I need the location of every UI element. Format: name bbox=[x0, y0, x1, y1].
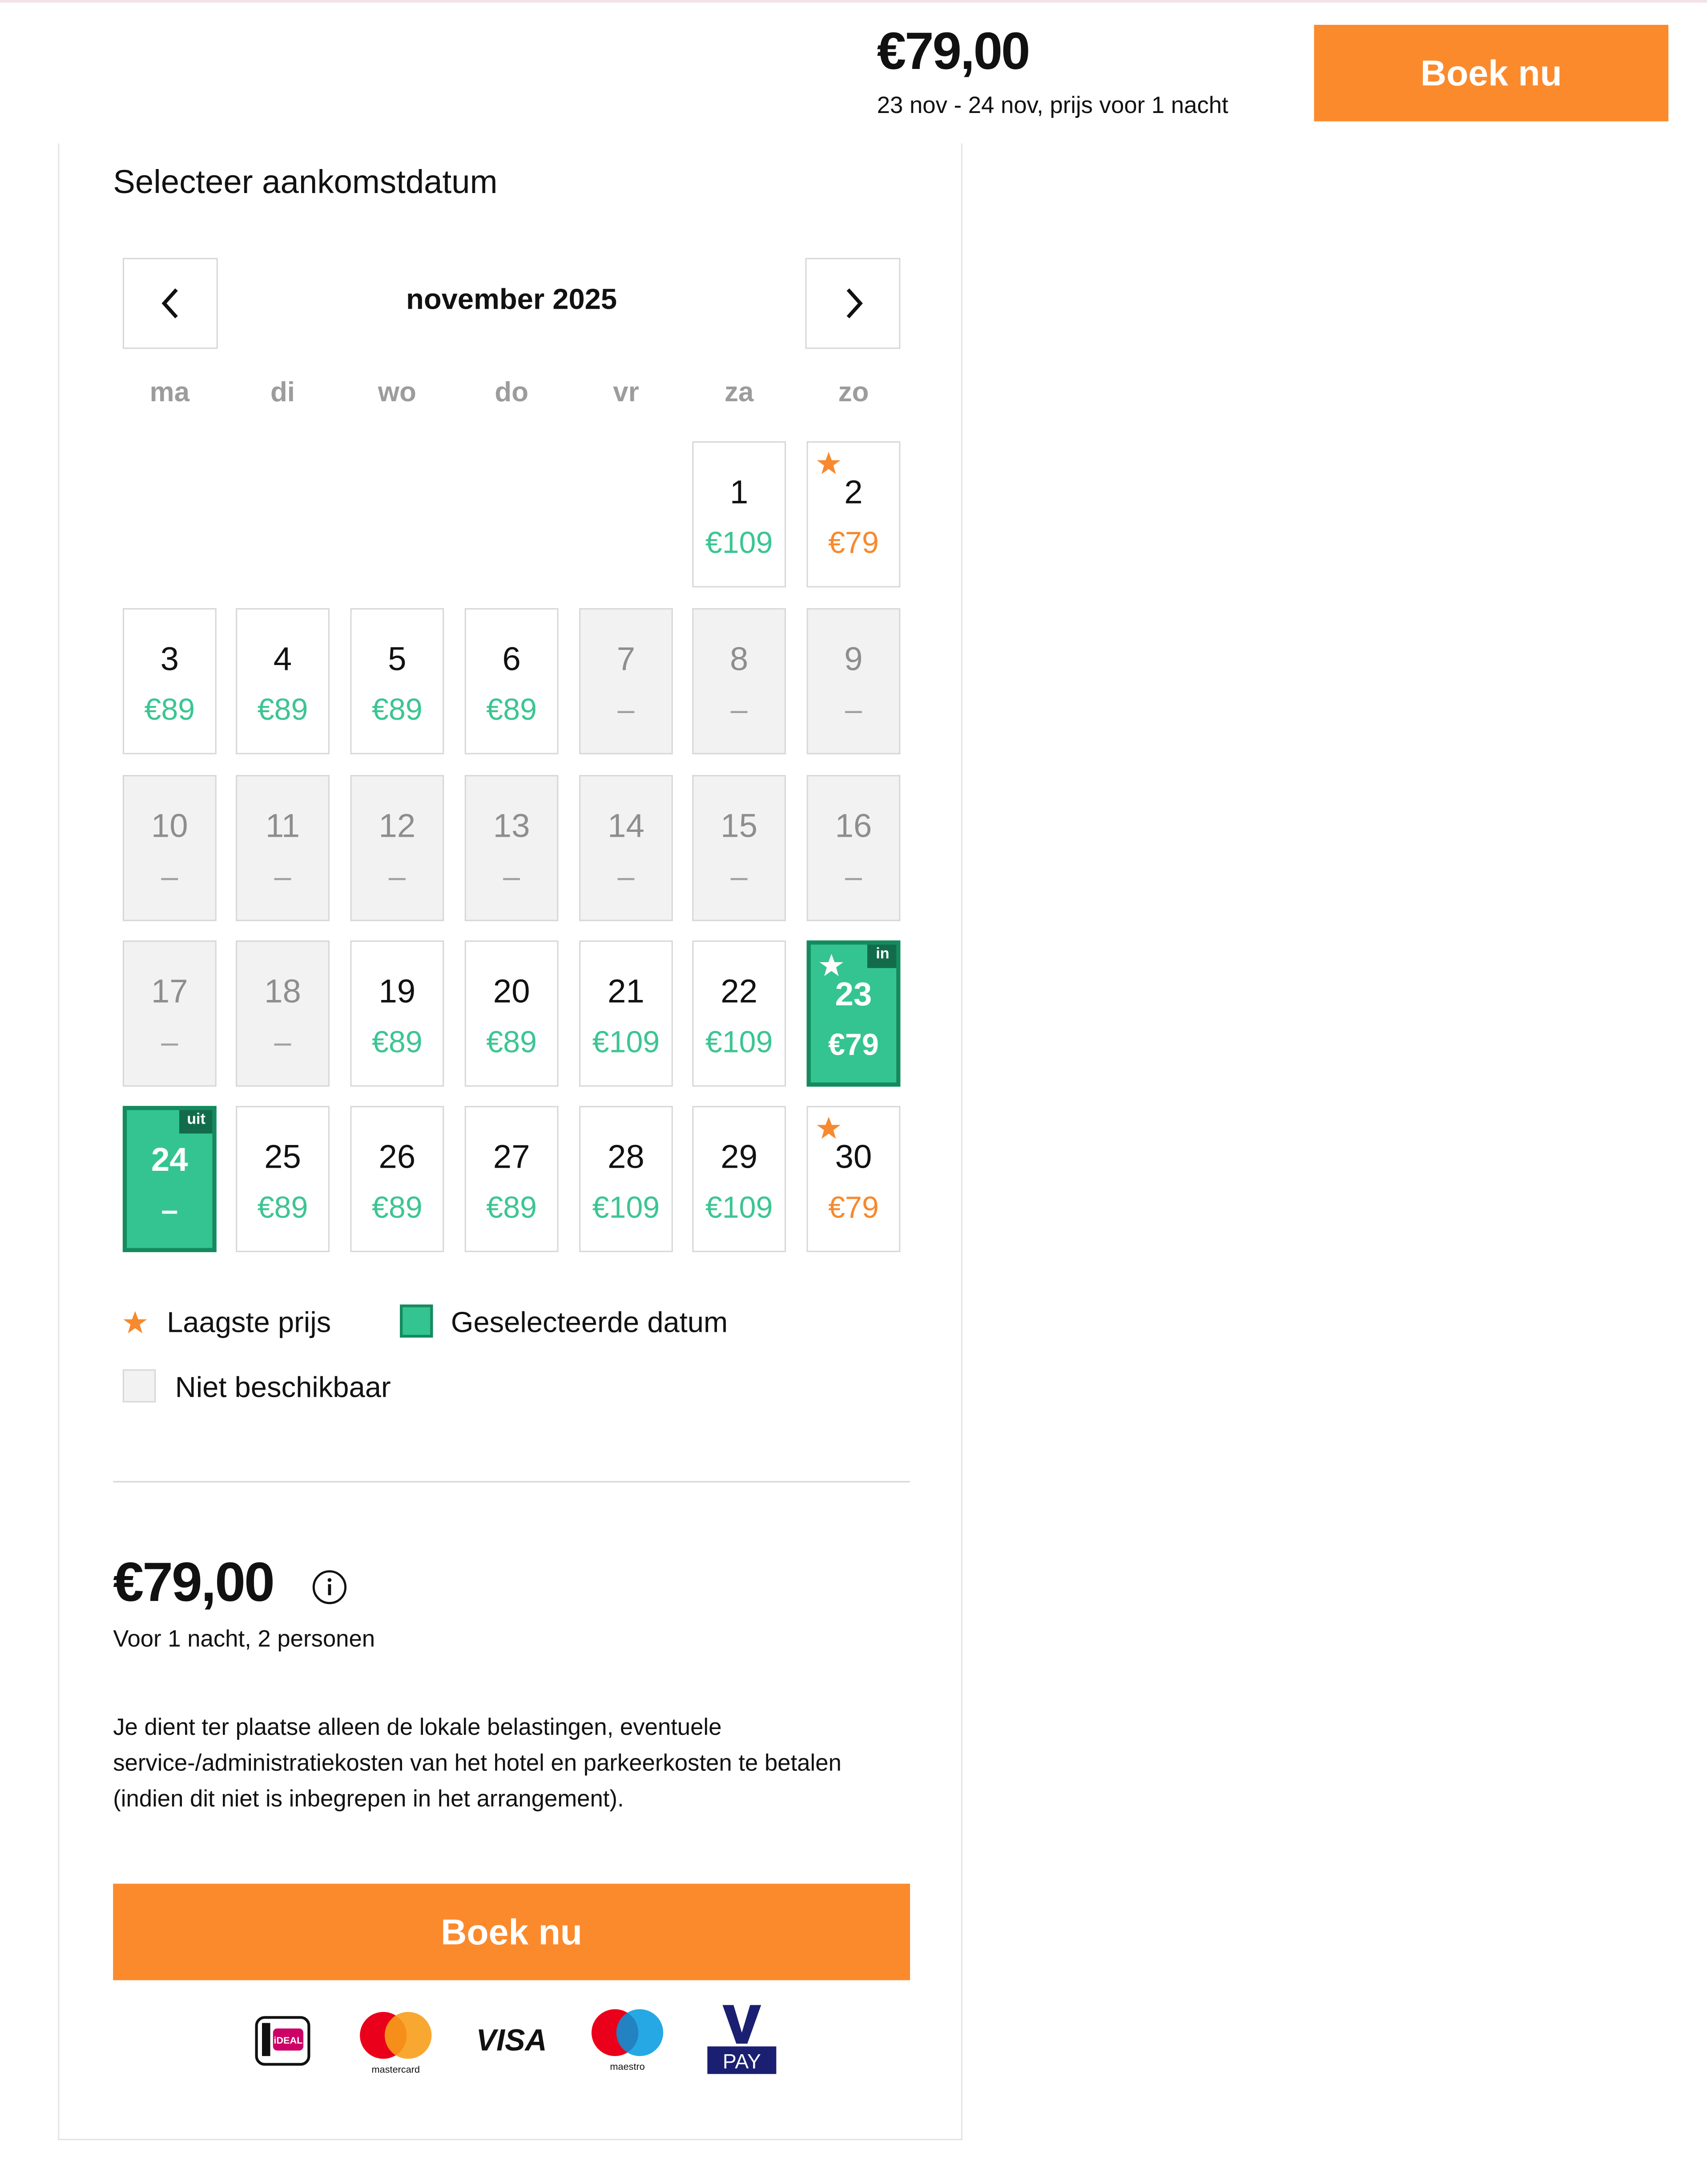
day-price: – bbox=[503, 859, 520, 894]
day-price: – bbox=[730, 692, 748, 727]
day-in-tag: in bbox=[868, 945, 896, 968]
day-price: €89 bbox=[486, 1024, 537, 1059]
ideal-icon bbox=[254, 2002, 311, 2080]
day-number: 8 bbox=[729, 641, 749, 679]
lowest-price-star-icon bbox=[123, 1310, 148, 1335]
calendar-day-20[interactable] bbox=[465, 940, 559, 1087]
calendar-day-18 bbox=[236, 940, 330, 1087]
legend-selected-swatch bbox=[400, 1305, 433, 1338]
calendar-day-27[interactable] bbox=[465, 1106, 559, 1252]
calendar-day-10 bbox=[123, 775, 217, 921]
day-price: – bbox=[161, 1024, 178, 1059]
day-price: €109 bbox=[705, 1024, 773, 1059]
day-price: – bbox=[388, 859, 406, 894]
day-number: 20 bbox=[493, 973, 530, 1011]
calendar-day-28[interactable] bbox=[579, 1106, 673, 1252]
calendar-day-29[interactable] bbox=[692, 1106, 786, 1252]
legend-unavailable-swatch bbox=[123, 1369, 156, 1402]
legend-unavailable-label: Niet beschikbaar bbox=[175, 1372, 391, 1404]
day-price: €79 bbox=[828, 525, 879, 560]
mastercard-icon bbox=[353, 2002, 439, 2080]
weekday-label: ma bbox=[149, 378, 190, 408]
day-number: 6 bbox=[502, 641, 521, 679]
weekday-label: zo bbox=[838, 378, 869, 408]
calendar-day-1[interactable] bbox=[692, 441, 786, 588]
summary-price: €79,00 bbox=[113, 1552, 274, 1613]
day-price: €89 bbox=[486, 1190, 537, 1225]
top-border bbox=[0, 0, 1707, 3]
day-number: 13 bbox=[493, 808, 530, 846]
calendar-day-3[interactable] bbox=[123, 608, 217, 754]
calendar-day-16 bbox=[807, 775, 901, 921]
day-number: 7 bbox=[616, 641, 636, 679]
day-price: – bbox=[845, 859, 862, 894]
maestro-label: maestro bbox=[610, 2061, 645, 2072]
calendar-day-24[interactable] bbox=[123, 1106, 217, 1252]
day-number: 17 bbox=[151, 973, 188, 1011]
day-number: 25 bbox=[264, 1139, 301, 1177]
vpay-label: PAY bbox=[722, 2050, 761, 2073]
day-price: – bbox=[845, 692, 862, 727]
day-price: €89 bbox=[144, 692, 195, 727]
chevron-left-icon bbox=[157, 284, 184, 323]
chevron-right-icon bbox=[839, 284, 866, 323]
day-number: 23 bbox=[835, 976, 872, 1014]
info-icon[interactable] bbox=[312, 1569, 348, 1605]
calendar-day-26[interactable] bbox=[350, 1106, 444, 1252]
prev-month-button[interactable] bbox=[123, 258, 218, 349]
day-price: €79 bbox=[828, 1027, 879, 1062]
day-number: 5 bbox=[388, 641, 407, 679]
day-number: 14 bbox=[607, 808, 645, 846]
tax-note: Je dient ter plaatse alleen de lokale belastingen, eventuele service-/administratiekosten van het hotel en parkeerkosten te betalen (indien dit niet is inbegrepen in het arrangement). bbox=[113, 1714, 842, 1812]
day-price: €89 bbox=[371, 1024, 423, 1059]
calendar-day-9 bbox=[807, 608, 901, 754]
day-number: 10 bbox=[151, 808, 188, 846]
day-price: €89 bbox=[486, 692, 537, 727]
calendar-day-7 bbox=[579, 608, 673, 754]
header-price: €79,00 bbox=[877, 23, 1029, 81]
day-number: 26 bbox=[379, 1139, 416, 1177]
mastercard-label: mastercard bbox=[371, 2064, 420, 2075]
weekday-label: di bbox=[270, 378, 295, 408]
header-date-range: 23 nov - 24 nov, prijs voor 1 nacht bbox=[877, 92, 1229, 119]
calendar-day-19[interactable] bbox=[350, 940, 444, 1087]
calendar-day-30[interactable] bbox=[807, 1106, 901, 1252]
day-price: – bbox=[617, 859, 635, 894]
weekday-label: vr bbox=[613, 378, 639, 408]
ideal-label: iDEAL bbox=[274, 2035, 303, 2046]
day-price: €109 bbox=[705, 1190, 773, 1225]
lowest-price-star-icon bbox=[816, 451, 841, 476]
calendar-day-13 bbox=[465, 775, 559, 921]
day-price: €89 bbox=[257, 692, 308, 727]
legend-selected-label: Geselecteerde datum bbox=[451, 1307, 728, 1339]
legend-lowest-label: Laagste prijs bbox=[167, 1307, 331, 1339]
divider bbox=[113, 1481, 910, 1482]
book-button[interactable]: Boek nu bbox=[113, 1884, 910, 1980]
calendar-day-5[interactable] bbox=[350, 608, 444, 754]
calendar-day-4[interactable] bbox=[236, 608, 330, 754]
day-price: €109 bbox=[705, 525, 773, 560]
visa-label: VISA bbox=[476, 2023, 547, 2057]
day-price: €89 bbox=[371, 692, 423, 727]
day-number: 2 bbox=[844, 474, 863, 512]
day-number: 19 bbox=[379, 973, 416, 1011]
vpay-icon bbox=[703, 2002, 781, 2080]
day-price: – bbox=[617, 692, 635, 727]
next-month-button[interactable] bbox=[805, 258, 900, 349]
day-price: €79 bbox=[828, 1190, 879, 1225]
day-price: €109 bbox=[592, 1024, 660, 1059]
header-book-button[interactable]: Boek nu bbox=[1314, 25, 1668, 121]
weekday-label: wo bbox=[378, 378, 416, 408]
day-number: 12 bbox=[379, 808, 416, 846]
calendar-day-15 bbox=[692, 775, 786, 921]
day-uit-tag: uit bbox=[179, 1110, 213, 1134]
maestro-icon bbox=[584, 2002, 670, 2080]
visa-icon bbox=[469, 2002, 554, 2080]
day-number: 28 bbox=[607, 1139, 645, 1177]
calendar-day-22[interactable] bbox=[692, 940, 786, 1087]
day-price: – bbox=[161, 859, 178, 894]
day-number: 15 bbox=[721, 808, 757, 846]
calendar-day-6[interactable] bbox=[465, 608, 559, 754]
lowest-price-star-icon bbox=[819, 953, 844, 978]
day-number: 18 bbox=[264, 973, 301, 1011]
day-number: 1 bbox=[729, 474, 749, 512]
day-price: – bbox=[730, 859, 748, 894]
weekday-label: do bbox=[495, 378, 528, 408]
day-price: €89 bbox=[257, 1190, 308, 1225]
calendar-day-21[interactable] bbox=[579, 940, 673, 1087]
calendar-day-11 bbox=[236, 775, 330, 921]
calendar-day-8 bbox=[692, 608, 786, 754]
calendar-day-23[interactable] bbox=[807, 940, 901, 1087]
day-number: 24 bbox=[151, 1141, 188, 1179]
day-number: 4 bbox=[273, 641, 292, 679]
day-price: €89 bbox=[371, 1190, 423, 1225]
lowest-price-star-icon bbox=[816, 1116, 841, 1141]
day-number: 21 bbox=[607, 973, 645, 1011]
calendar-day-2[interactable] bbox=[807, 441, 901, 588]
day-number: 29 bbox=[721, 1139, 757, 1177]
day-number: 9 bbox=[844, 641, 863, 679]
day-number: 11 bbox=[265, 808, 300, 846]
day-number: 3 bbox=[160, 641, 179, 679]
day-price: – bbox=[274, 859, 291, 894]
calendar-day-12 bbox=[350, 775, 444, 921]
day-number: 27 bbox=[493, 1139, 530, 1177]
weekday-label: za bbox=[724, 378, 754, 408]
calendar-day-17 bbox=[123, 940, 217, 1087]
day-price: – bbox=[161, 1193, 178, 1227]
calendar-day-25[interactable] bbox=[236, 1106, 330, 1252]
section-title: Selecteer aankomstdatum bbox=[113, 164, 498, 202]
day-price: €109 bbox=[592, 1190, 660, 1225]
month-label: november 2025 bbox=[406, 284, 617, 316]
day-number: 16 bbox=[835, 808, 872, 846]
calendar-day-14 bbox=[579, 775, 673, 921]
summary-note: Voor 1 nacht, 2 personen bbox=[113, 1625, 375, 1652]
day-number: 30 bbox=[835, 1139, 872, 1177]
day-price: – bbox=[274, 1024, 291, 1059]
day-number: 22 bbox=[721, 973, 757, 1011]
